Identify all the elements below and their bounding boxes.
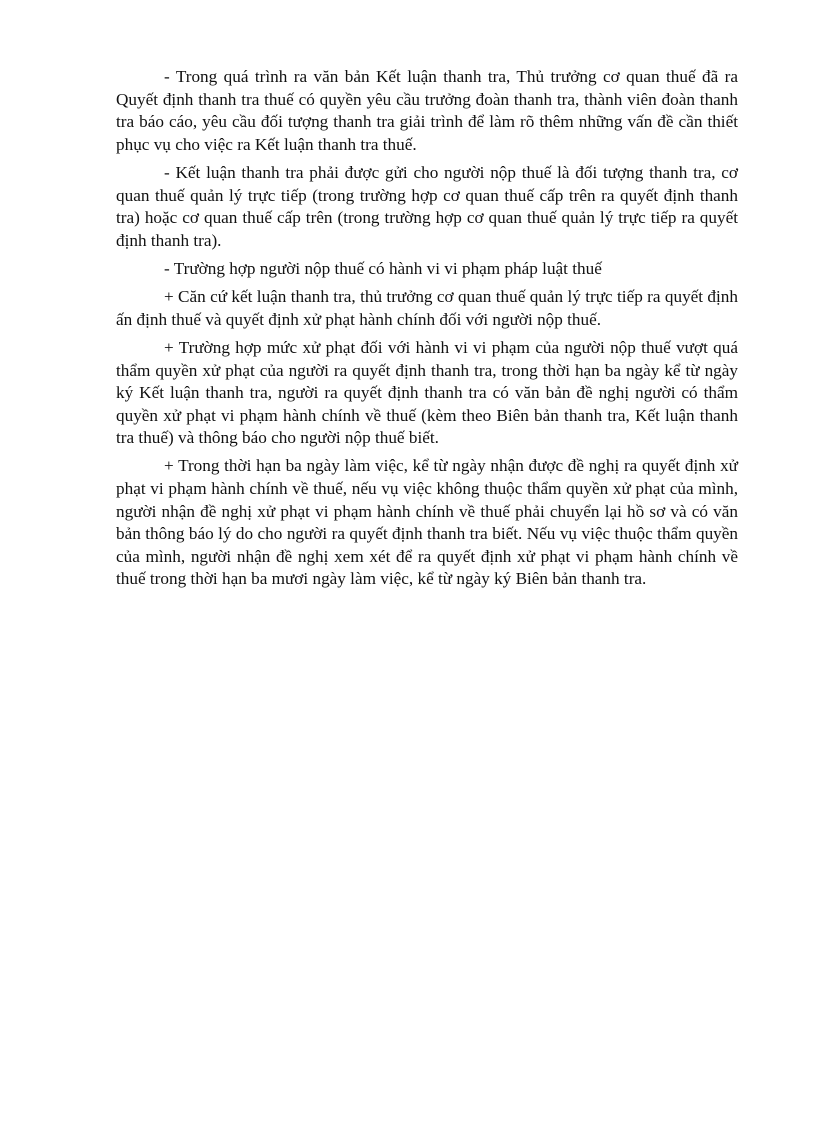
paragraph-conclusion-delivery: - Kết luận thanh tra phải được gửi cho người nộp thuế là đối tượng thanh tra, cơ quan thuế quản lý trực tiếp (trong trường hợp cơ quan thuế cấp trên ra quyết định thanh tra) hoặc cơ quan thuế cấp trên (trong trường hợp cơ quan thuế quản lý trực tiếp ra quyết định thanh tra).: [116, 162, 738, 250]
paragraph-violation-case: - Trường hợp người nộp thuế có hành vi vi phạm pháp luật thuế: [164, 258, 602, 278]
paragraph-exceeds-authority: + Trường hợp mức xử phạt đối với hành vi vi phạm của người nộp thuế vượt quá thẩm quyền xử phạt của người ra quyết định thanh tra, trong thời hạn ba ngày kể từ ngày ký Kết luận thanh tra, người ra quyết định thanh tra có văn bản đề nghị người có thẩm quyền xử phạt vi phạm hành chính về thuế (kèm theo Biên bản thanh tra, Kết luận thanh tra thuế) và thông báo cho người nộp thuế biết.: [116, 337, 738, 448]
paragraph-three-day-deadline: + Trong thời hạn ba ngày làm việc, kể từ ngày nhận được đề nghị ra quyết định xử phạt vi phạm hành chính về thuế, nếu vụ việc không thuộc thẩm quyền xử phạt của mình, người nhận đề nghị xử phạt vi phạm hành chính về thuế phải chuyển lại hồ sơ và có văn bản thông báo lý do cho người ra quyết định thanh tra biết. Nếu vụ việc thuộc thẩm quyền của mình, người nhận đề nghị xem xét để ra quyết định xử phạt vi phạm hành chính về thuế trong thời hạn ba mươi ngày làm việc, kể từ ngày ký Biên bản thanh tra.: [116, 456, 738, 589]
document-body: [116, 66, 738, 597]
paragraph-review-request: - Trong quá trình ra văn bản Kết luận thanh tra, Thủ trưởng cơ quan thuế đã ra Quyết định thanh tra thuế có quyền yêu cầu trưởng đoàn thanh tra, thành viên đoàn thanh tra báo cáo, yêu cầu đối tượng thanh tra giải trình để làm rõ thêm những vấn đề cần thiết phục vụ cho việc ra Kết luận thanh tra thuế.: [116, 67, 738, 154]
paragraph-tax-assessment: + Căn cứ kết luận thanh tra, thủ trưởng cơ quan thuế quản lý trực tiếp ra quyết định ấn định thuế và quyết định xử phạt hành chính đối với người nộp thuế.: [116, 287, 738, 329]
